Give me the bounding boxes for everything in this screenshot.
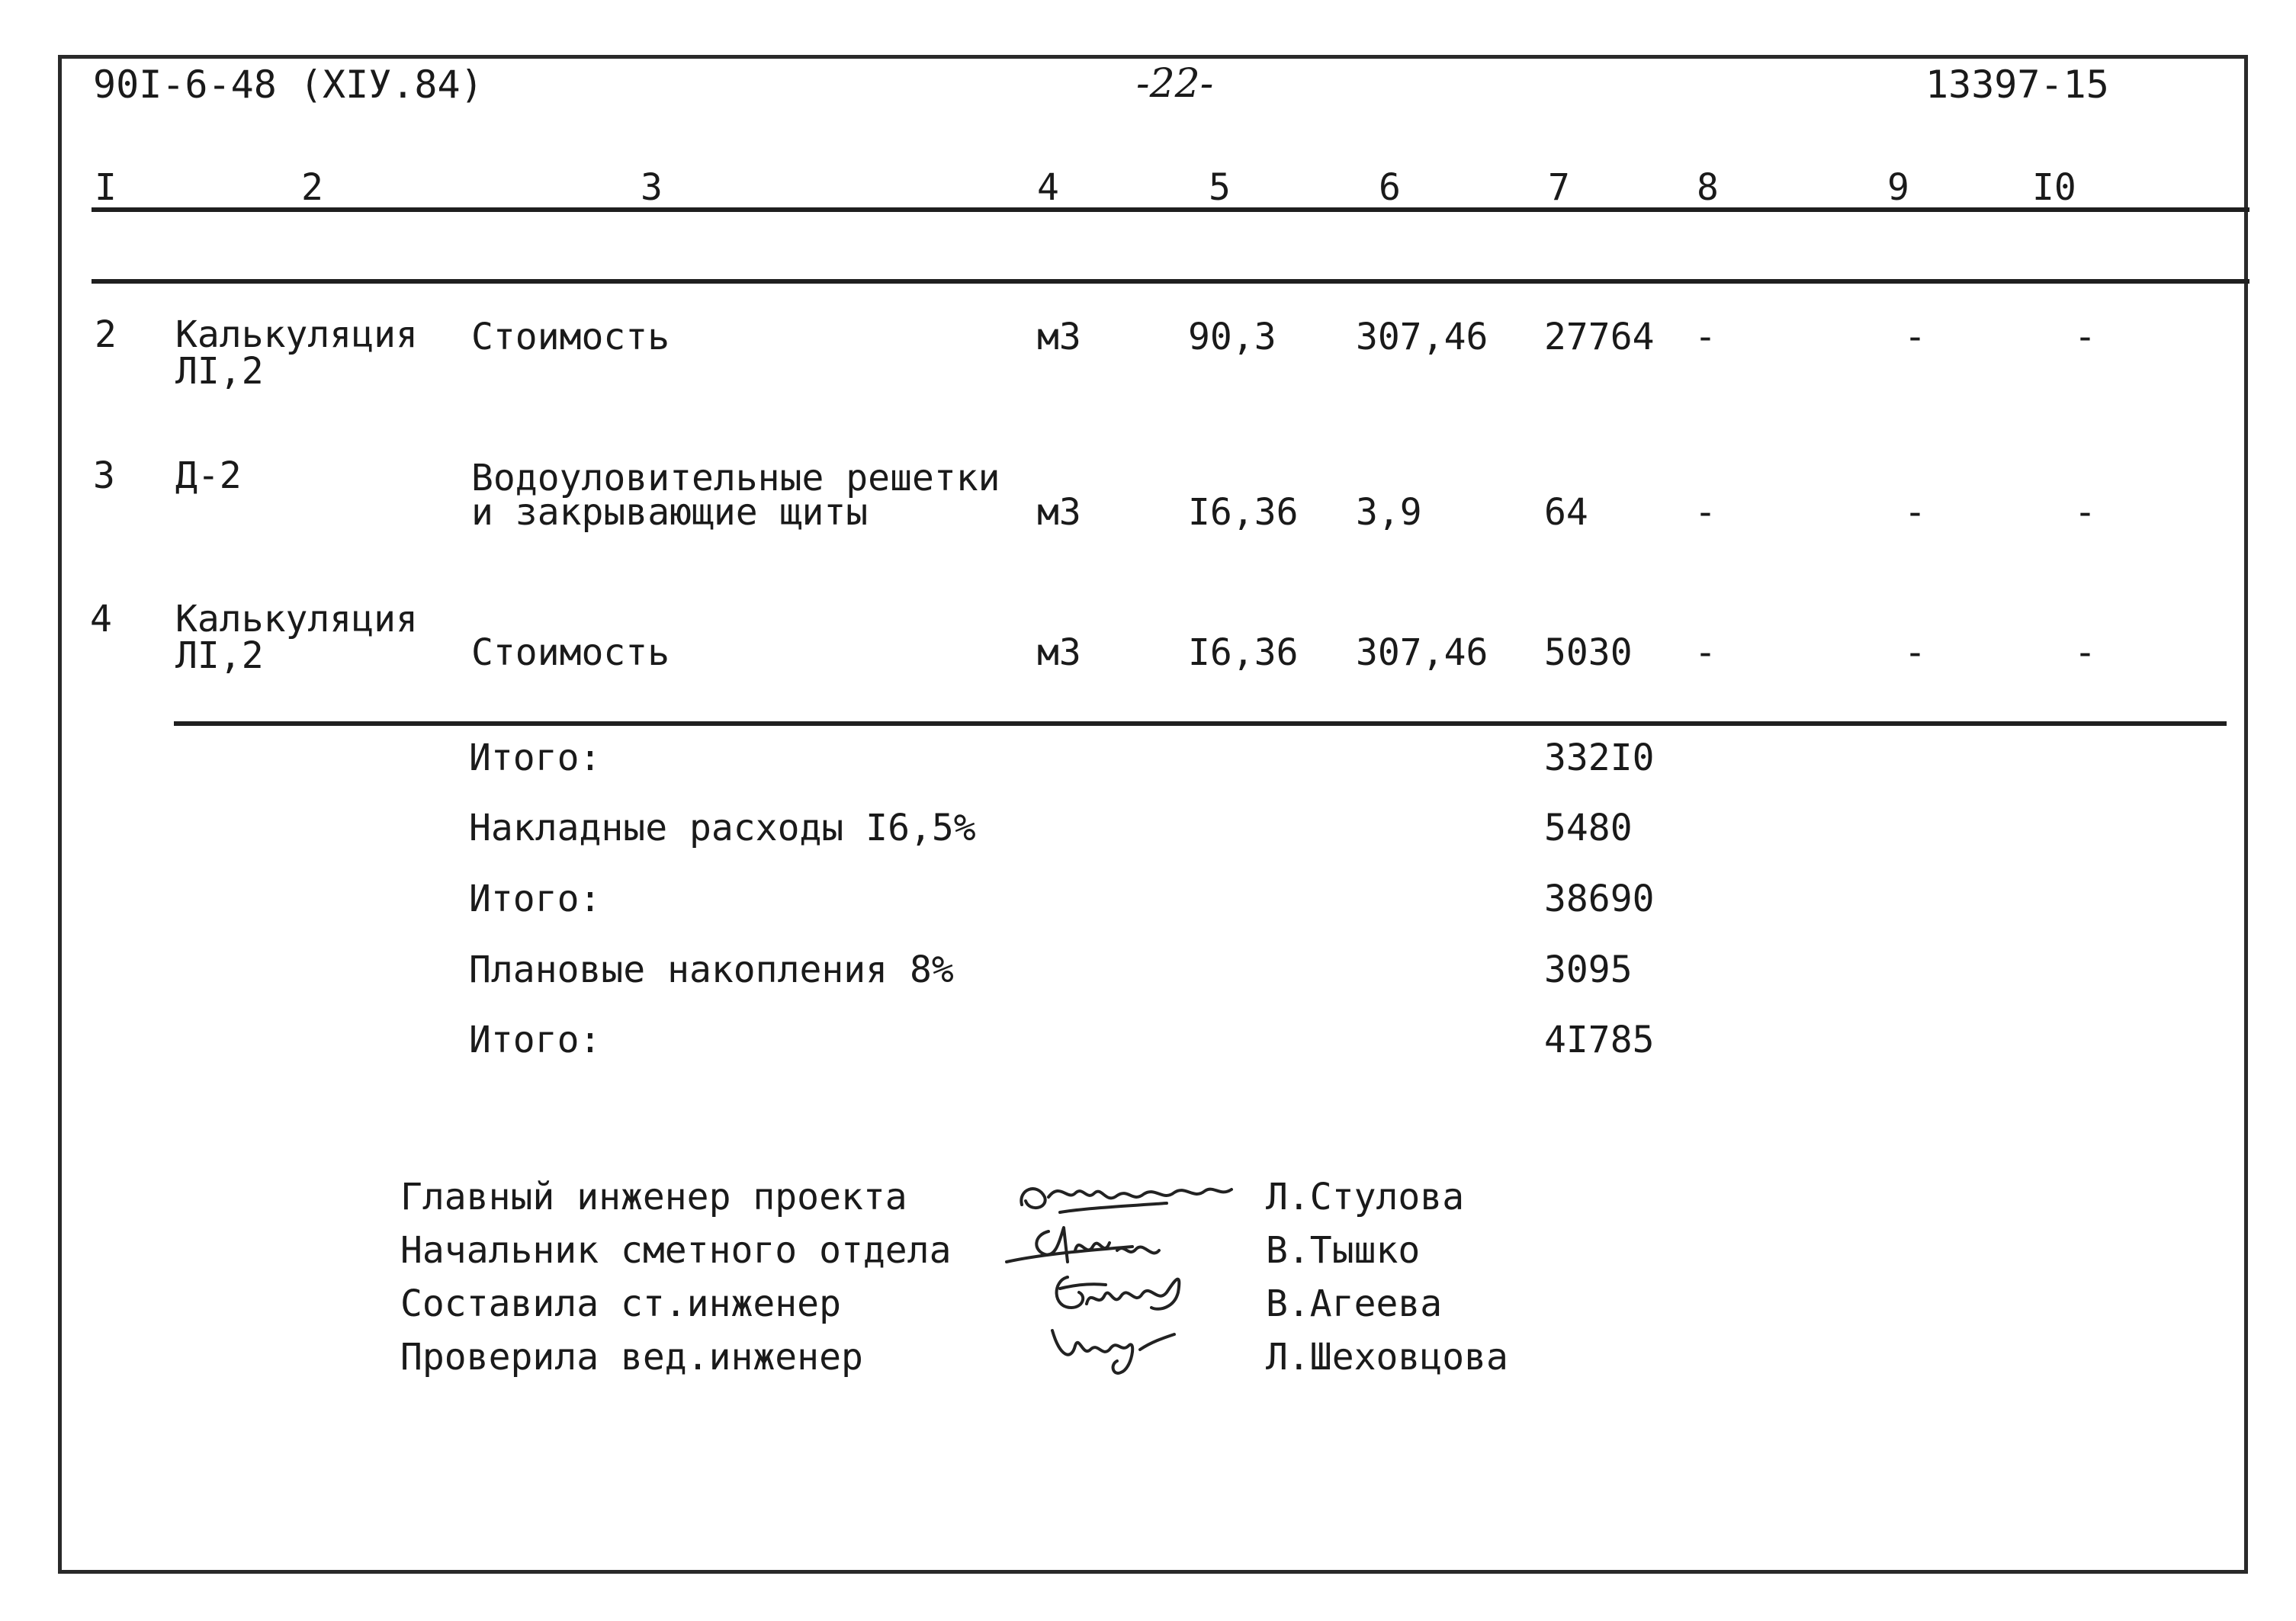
row-name: и закрывающие щиты [471, 491, 869, 534]
row-col10: - [2074, 491, 2096, 534]
handwritten-signature-4 [1045, 1311, 1197, 1388]
signature-role: Начальник сметного отдела [400, 1229, 952, 1272]
row-col9: - [1904, 316, 1926, 358]
row-quantity: I6,36 [1188, 491, 1299, 534]
row-basis: ЛI,2 [175, 634, 264, 677]
total-value: 4I785 [1544, 1019, 1655, 1061]
signature-name: В.Агеева [1266, 1282, 1443, 1325]
column-number: 8 [1697, 166, 1719, 209]
row-col10: - [2074, 631, 2096, 674]
row-unit: м3 [1037, 631, 1081, 674]
row-quantity: I6,36 [1188, 631, 1299, 674]
row-basis: ЛI,2 [175, 350, 264, 393]
row-name: Стоимость [471, 316, 670, 358]
column-number: 6 [1379, 166, 1401, 209]
row-quantity: 90,3 [1188, 316, 1276, 358]
signature-name: В.Тышко [1266, 1229, 1421, 1272]
row-col9: - [1904, 631, 1926, 674]
row-col9: - [1904, 491, 1926, 534]
row-price: 307,46 [1356, 631, 1488, 674]
total-value: 332I0 [1544, 737, 1655, 779]
row-number: 3 [93, 454, 115, 497]
row-col8: - [1694, 316, 1716, 358]
row-basis: Д-2 [175, 454, 242, 497]
row-col10: - [2074, 316, 2096, 358]
header-bottom-rule [92, 279, 2249, 284]
row-price: 3,9 [1356, 491, 1422, 534]
sheet-code: 13397-15 [1925, 63, 2109, 107]
signature-name: Л.Шеховцова [1266, 1336, 1508, 1379]
row-name: Стоимость [471, 631, 670, 674]
page-number: -22- [1136, 61, 1214, 107]
column-number: 9 [1887, 166, 1909, 209]
row-name: Водоуловительные решетки [471, 457, 1000, 499]
total-label: Накладные расходы I6,5% [469, 807, 976, 849]
row-col8: - [1694, 491, 1716, 534]
row-basis: Калькуляция [175, 598, 418, 640]
total-label: Итого: [469, 737, 602, 779]
total-value: 5480 [1544, 807, 1633, 849]
column-number: 4 [1037, 166, 1059, 209]
total-value: 38690 [1544, 878, 1655, 920]
total-label: Итого: [469, 1019, 602, 1061]
column-number: 7 [1548, 166, 1570, 209]
handwritten-signature-1 [1014, 1167, 1243, 1228]
column-number: I0 [2032, 166, 2076, 209]
document-code: 90I-6-48 (XIУ.84) [93, 63, 483, 107]
row-price: 307,46 [1356, 316, 1488, 358]
column-number: 5 [1209, 166, 1231, 209]
column-number: I [95, 166, 117, 209]
header-top-rule [92, 207, 2249, 212]
row-total: 64 [1544, 491, 1588, 534]
row-unit: м3 [1037, 491, 1081, 534]
signature-role: Составила ст.инженер [400, 1282, 841, 1325]
total-value: 3095 [1544, 949, 1633, 991]
column-number: 3 [641, 166, 663, 209]
totals-rule [174, 721, 2227, 726]
row-col8: - [1694, 631, 1716, 674]
signature-role: Главный инженер проекта [400, 1176, 907, 1218]
row-number: 4 [90, 598, 112, 640]
row-total: 5030 [1544, 631, 1633, 674]
row-unit: м3 [1037, 316, 1081, 358]
total-label: Плановые накопления 8% [469, 949, 954, 991]
signature-name: Л.Стулова [1266, 1176, 1465, 1218]
row-number: 2 [95, 313, 117, 356]
signature-role: Проверила вед.инженер [400, 1336, 863, 1379]
row-total: 27764 [1544, 316, 1655, 358]
row-basis: Калькуляция [175, 313, 418, 356]
column-number: 2 [301, 166, 323, 209]
total-label: Итого: [469, 878, 602, 920]
